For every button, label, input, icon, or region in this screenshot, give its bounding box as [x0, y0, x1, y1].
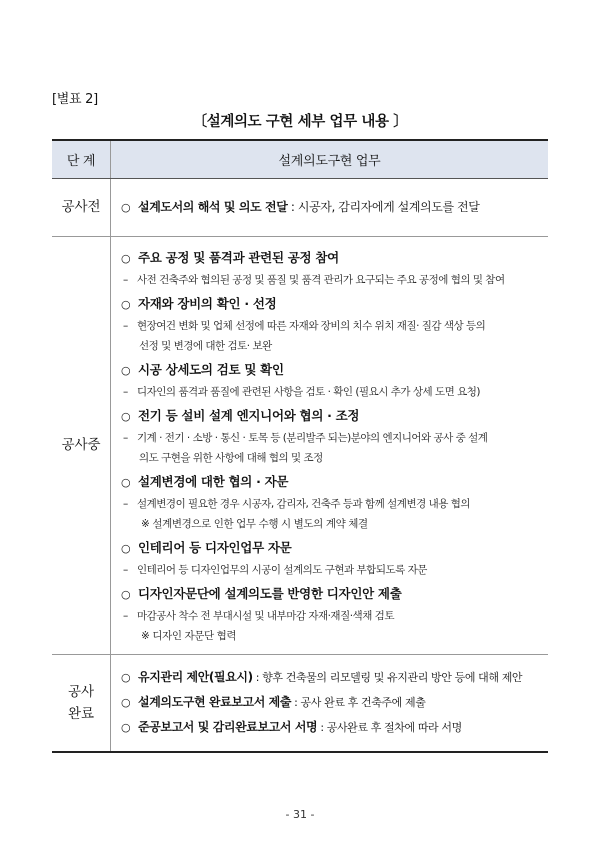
sub-line: – 디자인의 품격과 품질에 관련된 사항을 검토 · 확인 (필요시 추가 상세 도면 요청): [121, 382, 542, 402]
section: [121, 246, 542, 290]
sub-line: – 마감공사 착수 전 부대시설 및 내부마감 자재·재질·색채 검토: [121, 606, 542, 626]
stage-line: 완료: [67, 705, 95, 722]
sub-line: – 기계 · 전기 · 소방 · 통신 · 토목 등 (분리발주 되는)분야의 엔지니어와 공사 중 설계: [121, 428, 542, 448]
bullet-circle-icon: ○: [121, 588, 131, 601]
list-item: ○ 유지관리 제안(필요시) : 향후 건축물의 리모델링 및 유지관리 방안 등에 대해 제안: [121, 665, 542, 690]
list-item: [121, 196, 542, 219]
section: [121, 358, 542, 402]
dash-icon: –: [123, 320, 128, 332]
dash-icon: –: [123, 498, 128, 510]
bullet-circle-icon: ○: [121, 721, 131, 735]
section-head: ○ 인테리어 등 디자인업무 자문: [121, 536, 542, 560]
sub-line: – 설계변경이 필요한 경우 시공자, 감리자, 건축주 등과 함께 설계변경 내용 협의: [121, 494, 542, 514]
section-head: ○ 디자인자문단에 설계의도를 반영한 디자인안 제출: [121, 582, 542, 606]
table-row-during-construction: [52, 236, 548, 654]
stage-cell: 공사중: [52, 236, 111, 654]
section-head: ○ 자재와 장비의 확인 · 선정: [121, 292, 542, 316]
item-rest: : 시공자, 감리자에게 설계의도를 전달: [287, 199, 480, 214]
table-row-pre-construction: [52, 178, 548, 236]
section: [121, 404, 542, 468]
bullet-circle-icon: ○: [121, 298, 131, 311]
bullet-circle-icon: ○: [121, 252, 131, 265]
section-head: ○ 전기 등 설비 설계 엔지니어와 협의 · 조정: [121, 404, 542, 428]
section: [121, 582, 542, 646]
bullet-circle-icon: ○: [121, 364, 131, 377]
document-title: 〔설계의도 구현 세부 업무 내용 〕: [192, 114, 408, 130]
dash-icon: –: [123, 610, 128, 622]
stage-line: 공사: [67, 683, 95, 700]
item-head: 설계도서의 해석 및 의도 전달: [138, 199, 288, 214]
bullet-circle-icon: ○: [121, 200, 131, 214]
section: [121, 470, 542, 534]
content-cell: [111, 178, 549, 236]
work-scope-table: [52, 139, 548, 753]
bullet-circle-icon: ○: [121, 671, 131, 685]
dash-icon: –: [123, 432, 128, 444]
content-cell: [111, 654, 549, 752]
bullet-circle-icon: ○: [121, 696, 131, 710]
list-item: ○ 준공보고서 및 감리완료보고서 서명 : 공사완료 후 절차에 따라 서명: [121, 715, 542, 740]
note-line: ※ 디자인 자문단 협력: [141, 630, 237, 642]
table-header-row: [52, 140, 548, 178]
bullet-circle-icon: ○: [121, 476, 131, 489]
dash-icon: –: [123, 274, 128, 286]
content-cell: [111, 236, 549, 654]
dash-icon: –: [123, 386, 128, 398]
sub-line: – 현장여건 변화 및 업체 선정에 따른 자재와 장비의 치수 위치 재질· 질감 색상 등의: [121, 316, 542, 336]
list-item: ○ 설계의도구현 완료보고서 제출 : 공사 완료 후 건축주에 제출: [121, 690, 542, 715]
section-head: ○ 시공 상세도의 검토 및 확인: [121, 358, 542, 382]
bullet-circle-icon: ○: [121, 410, 131, 423]
section: [121, 536, 542, 580]
sub-line: – 사전 건축주와 협의된 공정 및 품질 및 품격 관리가 요구되는 주요 공정에 협의 및 참여: [121, 270, 542, 290]
sub-line: – 인테리어 등 디자인업무의 시공이 설계의도 구현과 부합되도록 자문: [121, 560, 542, 580]
section-head: ○ 주요 공정 및 품격과 관련된 공정 참여: [121, 246, 542, 270]
note-line: ※ 설계변경으로 인한 업무 수행 시 별도의 계약 체결: [141, 518, 368, 530]
sub-line-continued: 선정 및 변경에 대한 검토· 보완: [139, 340, 272, 352]
bullet-circle-icon: ○: [121, 542, 131, 555]
header-stage: 단 계: [52, 140, 111, 178]
table-row-completion: [52, 654, 548, 752]
dash-icon: –: [123, 564, 128, 576]
sub-line-continued: 의도 구현을 위한 사항에 대해 협의 및 조정: [139, 452, 323, 464]
annex-label: [별표 2]: [52, 92, 98, 107]
stage-cell: [52, 654, 111, 752]
section-head: ○ 설계변경에 대한 협의 · 자문: [121, 470, 542, 494]
header-work: 설계의도구현 업무: [111, 140, 549, 178]
stage-cell: 공사전: [52, 178, 111, 236]
page-number: - 31 -: [285, 808, 315, 821]
section: [121, 292, 542, 356]
